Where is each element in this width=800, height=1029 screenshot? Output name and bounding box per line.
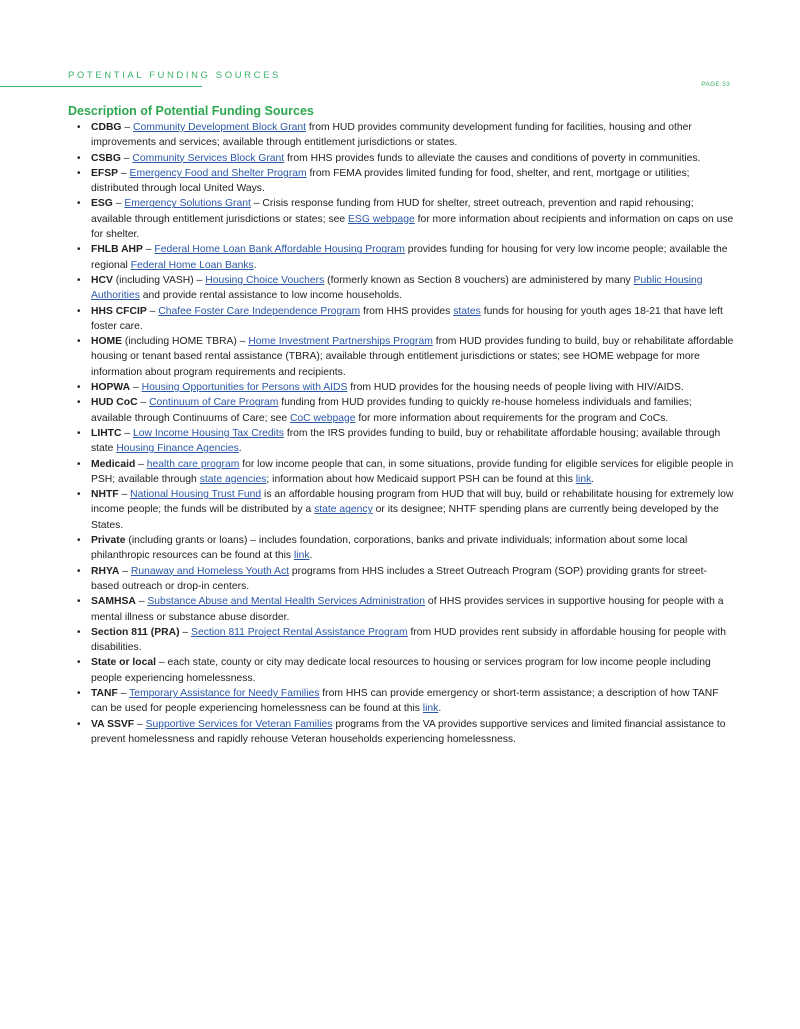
program-abbreviation: HOME [91,336,123,348]
list-item [68,196,734,242]
bullet-icon: • [77,305,81,317]
bullet-icon: • [77,152,81,164]
description-text: – [179,626,192,638]
description-text: – [135,458,147,470]
program-link[interactable]: Substance Abuse and Mental Health Services Administration [147,596,426,608]
description-text: (including VASH) – [112,274,206,286]
description-text: – [142,244,155,256]
description-text: . [238,443,242,455]
program-abbreviation: HOPWA [91,382,131,394]
list-item [68,334,734,380]
list-item [68,655,734,686]
program-link[interactable]: link [575,473,592,485]
program-abbreviation: CDBG [91,122,122,133]
header-rule [0,86,202,87]
program-link[interactable]: Home Investment Partnerships Program [248,336,433,348]
program-link[interactable]: state agency [314,504,373,516]
list-item [68,594,734,625]
description-text: . [309,550,313,562]
description-text: – [118,167,130,179]
description-text: from HUD provides for the housing needs of people living with HIV/AIDS. [347,382,684,394]
description-text: – [118,489,131,501]
program-link[interactable]: Chafee Foster Care Independence Program [158,305,361,317]
list-item [68,625,734,656]
description-text: – [117,687,130,699]
page-title: Description of Potential Funding Sources [68,104,314,118]
program-abbreviation: HUD CoC [91,397,138,409]
description-text: or its designee; NHTF spending plans are currently being developed by the States. [91,504,719,531]
description-text: – [135,596,148,608]
program-link[interactable]: state agencies [199,473,267,485]
bullet-icon: • [77,244,81,256]
list-item [68,487,734,533]
description-text: provides funding for housing for very low income people; available the regional [91,244,728,271]
program-abbreviation: Private [91,535,126,547]
program-link[interactable]: Public Housing Authorities [91,274,703,302]
description-text: from HUD provides community development funding for facilities, housing and other improvements and services; available through entitlement jurisdictions or states. [91,122,692,149]
program-link[interactable]: Emergency Solutions Grant [124,198,251,210]
program-link[interactable]: Emergency Food and Shelter Program [129,167,307,179]
list-item [68,151,734,166]
description-text: – [134,718,146,730]
program-abbreviation: TANF [91,687,118,699]
program-link[interactable]: Continuum of Care Program [149,397,279,409]
program-link[interactable]: CoC webpage [289,412,356,424]
bullet-icon: • [77,336,81,348]
program-link[interactable]: Temporary Assistance for Needy Families [129,687,320,699]
description-text: for more information about recipients and information on caps on use for shelter. [91,213,734,241]
list-item [68,686,734,717]
bullet-icon: • [77,427,81,439]
program-link[interactable]: Housing Choice Vouchers [205,274,325,286]
list-item [68,166,734,197]
program-abbreviation: HCV [91,274,113,286]
program-link[interactable]: Runaway and Homeless Youth Act [130,565,290,577]
program-abbreviation: Medicaid [91,458,136,470]
program-link[interactable]: Housing Opportunities for Persons with AIDS [141,382,348,394]
program-abbreviation: RHYA [91,565,120,577]
list-item [68,242,734,273]
description-text: from HHS provides funds to alleviate the causes and conditions of poverty in communities. [284,152,701,164]
description-text: – [121,427,133,439]
description-text: from HUD provides funding to build, buy or rehabilitate affordable housing or tenant based rental assistance (TBRA); available through entitlement jurisdictions or states; see HOME webpage for more information about program requirements and recipients. [91,336,734,378]
description-text: from HUD provides rent subsidy in affordable housing for people with disabilities. [91,626,726,654]
description-text: – each state, county or city may dedicate local resources to housing or services program for low income people including people experiencing homelessness. [91,657,711,684]
bullet-icon: • [77,565,81,577]
program-abbreviation: NHTF [91,489,119,501]
description-text: programs from the VA provides supportive services and limited financial assistance to prevent homelessness and rapidly rehouse Veteran households experiencing homelessness. [91,718,726,745]
funding-sources-list [68,120,734,747]
program-abbreviation: SAMHSA [91,596,136,608]
description-text: – [112,198,125,210]
description-text: from FEMA provides limited funding for food, shelter, and rent, mortgage or utilities; distributed through local United Ways. [91,167,690,195]
description-text: (including grants or loans) – includes foundation, corporations, banks and private individuals; information about some local philanthropic resources can be found at this [91,535,688,562]
program-link[interactable]: health care program [146,458,240,470]
list-item [68,380,734,395]
program-link[interactable]: link [422,703,439,715]
bullet-icon: • [77,535,81,547]
bullet-icon: • [77,458,81,470]
description-text: – [130,382,142,394]
description-text: for more information about requirements for the program and CoCs. [355,412,669,424]
program-abbreviation: LIHTC [91,427,122,439]
bullet-icon: • [77,274,81,286]
bullet-icon: • [77,489,81,501]
bullet-icon: • [77,382,81,394]
bullet-icon: • [77,122,81,133]
description-text: . [591,473,595,485]
program-link[interactable]: states [453,305,481,317]
description-text: funding from HUD provides funding to quickly re-house homeless individuals and families; available through Continuums of Care; see [91,397,692,424]
list-item [68,533,734,564]
program-abbreviation: HHS CFCIP [91,305,147,317]
description-text: – [120,152,133,164]
program-abbreviation: FHLB AHP [91,244,143,256]
description-text: . [438,703,442,715]
bullet-icon: • [77,198,81,210]
list-item [68,395,734,426]
list-item [68,426,734,457]
description-text: and provide rental assistance to low income households. [139,290,403,302]
description-text: – Crisis response funding from HUD for shelter, street outreach, prevention and rapid rehousing; available through entitlement jurisdictions or states; see [91,198,694,225]
bullet-icon: • [77,626,81,638]
list-item [68,717,734,748]
program-abbreviation: Section 811 (PRA) [91,626,180,638]
program-link[interactable]: ESG webpage [348,213,415,225]
description-text: programs from HHS includes a Street Outreach Program (SOP) providing grants for street-based outreach or drop-in centers. [91,565,707,592]
program-link[interactable]: Section 811 Project Rental Assistance Program [191,626,408,638]
description-text: (formerly known as Section 8 vouchers) are administered by many [324,274,634,286]
description-text: from the IRS provides funding to build, buy or rehabilitate affordable housing; available through state [91,427,721,455]
program-link[interactable]: link [293,550,310,562]
description-text: (including HOME TBRA) – [122,336,249,348]
description-text: is an affordable housing program from HUD that will buy, build or rehabilitate housing for extremely low income people; the funds will be distributed by a [91,489,734,516]
description-text: ; information about how Medicaid support PSH can be found at this [266,473,576,485]
program-abbreviation: VA SSVF [91,718,135,730]
description-text: for low income people that can, in some situations, provide funding for eligible services for eligible people in PSH; available through [91,458,734,485]
description-text: of HHS provides services in supportive housing for people with a mental illness or substance abuse disorder. [91,596,724,623]
description-text: – [119,565,131,577]
description-text: funds for housing for youth ages 18-21 that have left foster care. [91,305,723,332]
program-link[interactable]: Supportive Services for Veteran Families [145,718,333,730]
list-item [68,120,734,151]
bullet-icon: • [77,718,81,730]
program-link[interactable]: Low Income Housing Tax Credits [132,427,284,439]
program-link[interactable]: Federal Home Loan Banks [130,259,254,271]
description-text: from HHS can provide emergency or short-term assistance; a description of how TANF can be used for people experiencing homelessness can be found at this [91,687,719,715]
section-header: POTENTIAL FUNDING SOURCES [68,70,281,81]
bullet-icon: • [77,397,81,409]
description-text: – [137,397,150,409]
program-abbreviation: State or local [91,657,156,669]
program-link[interactable]: Federal Home Loan Bank Affordable Housing Program [154,244,405,256]
description-text: – [121,122,133,133]
list-item [68,304,734,335]
program-abbreviation: CSBG [91,152,121,164]
bullet-icon: • [77,657,81,669]
bullet-icon: • [77,687,81,699]
description-text: from HHS provides [360,305,454,317]
program-link[interactable]: National Housing Trust Fund [130,489,262,501]
page-number: PAGE 33 [701,81,730,88]
list-item [68,564,734,595]
program-abbreviation: EFSP [91,167,119,179]
description-text: . [253,259,257,271]
program-link[interactable]: Housing Finance Agencies [116,443,239,455]
bullet-icon: • [77,167,81,179]
bullet-icon: • [77,596,81,608]
program-link[interactable]: Community Services Block Grant [132,152,285,164]
description-text: – [146,305,159,317]
list-item [68,457,734,488]
list-item [68,273,734,304]
program-abbreviation: ESG [91,198,113,210]
program-link[interactable]: Community Development Block Grant [132,122,307,133]
